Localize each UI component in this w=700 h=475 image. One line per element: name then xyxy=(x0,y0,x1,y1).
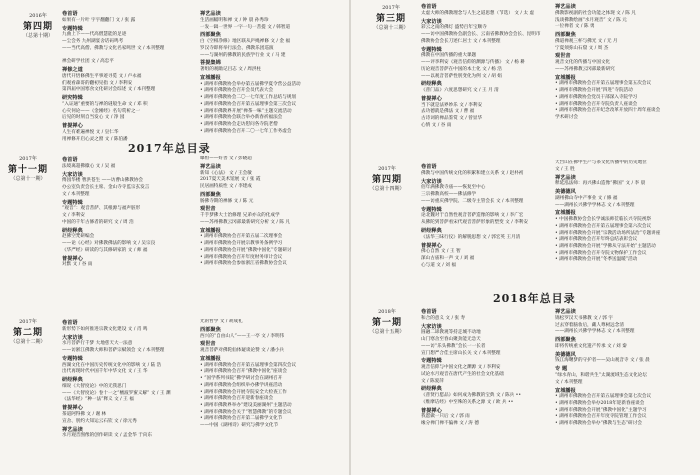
toc-entry: • 湖州市佛教协会召开第二届佛学文化节 xyxy=(200,416,283,422)
toc-heading: 普提禅心 xyxy=(62,255,83,262)
toc-heading: 宣城播报 xyxy=(200,356,221,363)
toc-column xyxy=(421,3,547,153)
issue-year: 2017年 xyxy=(378,166,396,172)
toc-entry: 一位禅者 文 / 陈 勇 xyxy=(555,24,595,30)
toc-entry: • 湖州市佛教协会开展“佛教中国化”主题学习 xyxy=(555,407,647,413)
toc-entry: 新形势下如何推进宗教文化建设 文 / 肖 鸣 xyxy=(62,326,148,332)
toc-entry: 深山古庙和一声 文 / 刘 福 xyxy=(421,256,475,262)
toc-entry: 缘分禅门禅不偏禅 文 / 涛 德 xyxy=(421,421,479,427)
section-title-2018: 2018年总目录 xyxy=(493,292,576,305)
toc-entry: 唐代开悟修佛生平事迹寻觅 文 / 卢永福 xyxy=(62,73,142,79)
toc-entry: • 湖州市佛教协会召开年终总结表彰会议 xyxy=(555,237,638,243)
toc-entry: 赵佛空梵研编会 xyxy=(62,234,95,240)
toc-entry: • 湖州市佛教协会召开第五届二次理事会 xyxy=(200,234,283,240)
toc-heading: 观世音 xyxy=(200,341,216,348)
toc-heading: 普提禅心 xyxy=(62,405,83,412)
toc-entry: • 湖州市佛教协会走访慰问各寺院老僧 xyxy=(200,122,278,127)
toc-entry: 心情 文 / 谷 雨 xyxy=(421,122,452,128)
issue-label xyxy=(8,318,48,345)
toc-entry: • 湖州市佛教协会召开会员代表大会 xyxy=(200,88,274,94)
issue-total: （总第十期） xyxy=(22,33,53,39)
toc-entry: 一发一辑一世界 一字一句一菩提 文 / 韩智道 xyxy=(200,24,291,30)
toc-column xyxy=(200,156,342,316)
toc-entry: 禅会研学社团 文 / 高忠平 xyxy=(62,59,114,65)
toc-entry: • 湖州市佛教协会举办第五届佛学夏令营公益活动 xyxy=(200,81,301,87)
toc-heading: 普提禅心 xyxy=(421,96,442,103)
toc-entry: 即将传统重文化遗产传承 文 / 刘 秦 xyxy=(555,343,627,349)
toc-entry: 人生有难遍禅悦 文 / 皇仁华 xyxy=(62,129,119,135)
toc-entry: 佛教协会会长刀述仁居士 文 / 本刊整理 xyxy=(421,38,501,44)
toc-entry: 我愿做一只后 文 / 郭 雨 xyxy=(421,414,470,420)
toc-entry: 观音菩萨对佛陀仙体疑谈论赞 文 / 潘小兵 xyxy=(200,348,285,354)
toc-entry: 三宗佛教高校——佛法修学 xyxy=(421,192,477,198)
toc-entry: “绿水青山，和谐共生”太湖流域生态文化论坛 xyxy=(555,373,647,379)
toc-heading: 研究特辑 xyxy=(62,95,83,102)
issue-number: 第十一期 xyxy=(8,165,49,175)
issue-label xyxy=(371,4,411,31)
issue-number: 第四期 xyxy=(371,175,402,185)
toc-entry: • 湖州市佛教界开展“禅茶一味”主题交流活动 xyxy=(200,108,292,114)
toc-entry: 九曲上下——代高僧慧能的足迹 xyxy=(62,32,127,38)
toc-heading: 西部聚焦 xyxy=(200,32,221,39)
issue-number: 第三期 xyxy=(375,14,406,24)
toc-heading: 禅艺品读 xyxy=(555,174,576,181)
toc-entry: • 湖州市佛教协会开展“宗教活动场所法治”专题讲座 xyxy=(555,230,661,236)
toc-entry: 学术研讨会 xyxy=(555,115,578,120)
toc-entry: 2017夏天美术馆展 文 / 张 霞 xyxy=(200,177,261,183)
toc-entry: 《法华三昧行仪》的解脱思想 文 / 郭宏英 王月清 xyxy=(421,234,521,240)
toc-entry: 文 / 本刊整理 xyxy=(62,191,90,197)
toc-column xyxy=(62,319,188,471)
toc-entry: ——湖州长兴佛学学林志 文 / 本刊整理 xyxy=(555,329,635,335)
toc-entry: 白《空相净修》地区联从庐绳禅修 文 / 金 福 xyxy=(200,39,291,45)
toc-heading: 大家访谈 xyxy=(421,323,442,330)
toc-entry: • 湖州市佛教协会召开第五届理事会第四次会议 xyxy=(200,362,297,368)
toc-heading: 专题特辑 xyxy=(62,199,83,206)
toc-heading: 卷首语 xyxy=(62,320,78,327)
toc-entry: 著组的观瞻记目志 文 / 周洪柱 xyxy=(200,67,262,73)
toc-entry: ——苏州佛教云冈部最新研究分析 文 / 陈 凡 xyxy=(200,219,291,225)
toc-entry: 茶道阿得佛 文 / 谢 林 xyxy=(62,412,107,418)
toc-entry: ——访中国佛教协会副会长、云南省佛教协会会长、昆明市 xyxy=(421,32,541,38)
toc-entry: • 湖州市佛教协会开展宗教事务条例学习 xyxy=(200,241,283,247)
toc-entry: • 湖州市佛教协会召开年度财务审计会议 xyxy=(200,254,283,260)
toc-entry: • 湖州市佛教协会召开寺院负责人座谈会 xyxy=(555,101,638,107)
toc-entry: 细说《大智度论》中的无我思门 xyxy=(62,384,127,390)
toc-entry: 民居画特质性 文 / 李建成 xyxy=(200,184,252,189)
toc-entry: 生活画幅明和禅 文 / 钟 晨 孙秀珍 xyxy=(200,17,269,23)
toc-entry: 西兴的“自由山人”——王一亭 文 / 李明伟 xyxy=(200,333,285,339)
toc-heading: 卷首语 xyxy=(421,309,437,316)
toc-entry: • 湖州市佛教协会二〇一七年度工作总结与规划 xyxy=(200,95,297,101)
toc-entry: • 中国佛教协会会长学诚法师莅临长兴寺院视察 xyxy=(555,217,652,223)
toc-heading: 大家访谈 xyxy=(62,334,83,341)
issue-total: （总第十五期） xyxy=(369,329,405,335)
toc-heading: 大家访谈 xyxy=(421,178,442,185)
toc-entry: 第四届中国寒食文化研讨会综述 文 / 本刊整理 xyxy=(62,87,156,93)
toc-entry: 佛教与中国传统文化的积累和建立关系 文 / 赵朴初 xyxy=(421,170,524,176)
toc-column xyxy=(62,10,188,150)
toc-heading: 卷首语 xyxy=(421,164,437,171)
toc-heading: 观世音 xyxy=(200,206,216,213)
toc-entry: 去功德就是佛法 文 / 曹 福 xyxy=(421,109,475,115)
issue-label xyxy=(8,155,48,182)
toc-entry: • 湖州市佛教协会召开寺院文物保护工作会议 xyxy=(555,250,647,256)
toc-entry: • 湖州市佛教界举办“建设美丽湖州”主题活动 xyxy=(200,403,292,408)
toc-entry: 当下就是法界妙乐 文 / 李利安 xyxy=(421,102,483,108)
issue-label xyxy=(18,12,58,39)
toc-heading: 大家访谈 xyxy=(62,171,83,178)
toc-entry: 佛教影视剧的社会功能之体现 文 / 陈 凡 xyxy=(555,10,636,16)
toc-heading: 研经释典 xyxy=(62,377,83,384)
toc-entry: 观音文化的传播与中国文化 xyxy=(555,60,611,66)
toc-entry: 宣舍、别约大知运云石钦 文 / 徐元秀 xyxy=(62,418,137,424)
issue-number: 第一期 xyxy=(371,318,402,328)
toc-entry: • 湖州市佛教协会开展“佛教中国化”专题研讨 xyxy=(200,247,292,253)
toc-heading: 禅艺品读 xyxy=(200,163,221,170)
toc-entry: ——与湖州的佛教的民族学行业 文 / 马 建 xyxy=(200,52,286,58)
toc-heading: 观世音 xyxy=(555,53,571,60)
toc-entry: • 湖州市佛教协会关于“智慧佛教”的专题会议 xyxy=(200,409,292,415)
toc-column xyxy=(555,3,697,153)
toc-entry: ——《大智度论》卷十一之“檀波罗蜜义解” 文 / 王 渊 xyxy=(62,390,171,396)
toc-entry: • 湖州市佛教协会召开年度寺院管理工作会议 xyxy=(555,414,647,420)
toc-entry: 罗汉寺即将举行法会、佛教乐团巡演 xyxy=(200,45,274,51)
toc-entry: • 湖州市佛教协会开展“冬季送温暖”活动 xyxy=(555,257,638,263)
toc-entry: • 湖州市佛教协会召开“佛教中国化”座谈会 xyxy=(200,369,287,375)
toc-entry: 文 / 王 胜 xyxy=(555,166,575,172)
section-title-2017: 2017年总目录 xyxy=(128,142,211,155)
toc-entry: 过去穿着脑妆后，藏人尊树远念清 xyxy=(555,322,624,328)
toc-entry: ——评李利安《观音信仰的渊源与传播》 文 / 杨 耕 xyxy=(421,60,525,66)
issue-label xyxy=(367,308,407,335)
toc-entry: 试论水月观音在唐代产生的社会文化基础 xyxy=(421,371,504,377)
toc-heading: 西部聚焦 xyxy=(200,326,221,333)
toc-heading: 美德德风 xyxy=(555,189,576,196)
toc-entry: 湖州佛山寺中产事业 文 / 修 福 xyxy=(555,195,618,201)
toc-entry: ——以观音菩萨性别变化为例 文 / 胡 娟 xyxy=(421,73,502,79)
toc-entry: 水月菩萨行千梦 大地慈天大一法意 xyxy=(62,341,133,347)
toc-entry: 佰年满佛教寺庙——恢复至中心 xyxy=(421,185,486,191)
toc-entry: ——中国《湖州诗》研究与佛学文化节 xyxy=(200,423,279,429)
toc-entry: 肠佛寺期的禅修 文 / 陈 元 xyxy=(200,198,254,204)
right-page xyxy=(351,0,700,475)
toc-entry: 如果有一片叶 宇宇翻翻门 文 / 张 露 xyxy=(62,17,136,23)
toc-heading: 禅艺品读 xyxy=(62,426,83,433)
toc-entry: • 湖州市佛教协会举办2018年迎新春座谈会 xyxy=(555,401,645,407)
toc-entry: • 湖州市佛教协会开展寺院安全大检查工作 xyxy=(200,389,287,395)
toc-entry: • 湖州市佛教协会举办“佛教与生态”研讨会 xyxy=(555,421,642,427)
toc-entry: 《普贤行愿品》如何成为佛教的宝典 文 / 陈兵 •• xyxy=(421,393,522,399)
toc-entry: • 湖州市佛教协会召开迎新春座谈会 xyxy=(200,396,274,402)
toc-entry: 文 / 本刊整理 xyxy=(555,379,583,385)
toc-entry: 中国的千年古修者的研究 文 / 周 浩 xyxy=(62,219,134,225)
toc-entry: 曝恒——好善 文 / 彭晓超 xyxy=(200,156,252,161)
toc-heading: 专 题 xyxy=(555,366,568,373)
toc-entry: ——湖州长兴佛学学林志 文 / 本刊整理 xyxy=(555,202,635,208)
toc-entry: —尘会务 九州湖宴舍话码鸣考 xyxy=(62,39,124,45)
toc-entry: • 湖州市佛教协会召开第五届理事会第三次会议 xyxy=(200,101,297,107)
toc-entry: 千手梦佛大士治修理 兄弟亦众的化成学 xyxy=(200,213,280,219)
toc-column xyxy=(200,319,342,471)
toc-entry: 圆融二谛教观等持走城不动地 xyxy=(421,330,481,336)
toc-heading: 研经释典 xyxy=(421,81,442,88)
toc-entry: 法境离超佛徽心 文 / 吴 福 xyxy=(62,163,116,169)
toc-entry: • 湖州市佛教协会参加浙江省佛教协会会议 xyxy=(200,261,287,267)
toc-heading: 西部聚焦 xyxy=(555,32,576,39)
toc-heading: 宣城播报 xyxy=(555,210,576,217)
toc-entry: • 湖州市佛教协会党员干部深入寺院学习 xyxy=(555,94,638,100)
toc-entry: 《维摩诘经》中至殊的关系之源 文 / 欧 兵 •• xyxy=(421,399,514,405)
toc-entry: • 湖州市佛教协会召开纪念改革开放四十周年座谈会 xyxy=(555,108,661,114)
toc-entry: 对默 文 / 谷 雨 xyxy=(62,262,93,268)
toc-entry: 古诗词的禅品鉴赏 文 / 曾显华 xyxy=(421,116,483,122)
toc-heading: 宣城播报 xyxy=(555,74,576,81)
issue-year: 2018年 xyxy=(378,309,396,315)
toc-entry: • 湖州市佛教协会召开二〇一七年工作务虚会 xyxy=(200,128,292,134)
toc-heading: 卷首语 xyxy=(421,4,437,11)
toc-entry: 心灾何论——《金刚经》名句赏析之一 xyxy=(62,108,141,114)
toc-entry: 们观看森哥的翻初见指 文 / 李利安 xyxy=(62,80,133,86)
toc-heading: 西部聚焦 xyxy=(555,337,576,344)
toc-entry: 山门寒舍至春山聚劲能无急天 xyxy=(421,337,481,343)
toc-heading: 大家访谈 xyxy=(421,18,442,25)
toc-entry: ——访“乐头佛教”会长一一长者 xyxy=(421,343,486,349)
toc-heading: 专题特辑 xyxy=(421,358,442,365)
toc-heading: 研经释典 xyxy=(62,227,83,234)
toc-heading: 专题特辑 xyxy=(62,356,83,363)
toc-heading: 普提禅心 xyxy=(421,242,442,249)
issue-label xyxy=(367,165,407,192)
toc-entry: • “国学系列书院”佛学研讨会在湖州召开 xyxy=(200,376,283,382)
toc-entry: 水月观音图像的创作研读 文 / 孟金华 于向东 xyxy=(62,433,153,439)
toc-heading: 研经释典 xyxy=(421,228,442,235)
toc-entry: 光的哲学 文 / 胡成礼 xyxy=(200,319,243,324)
toc-entry: • 湖州市佛教协会召开第五届理事会第七次会议 xyxy=(555,394,652,400)
toc-entry: 后见的时刻自当发心 文 / 净 园 xyxy=(62,115,125,121)
issue-number: 第四期 xyxy=(22,22,53,32)
toc-entry: 钱江海曙梦的守护者——吴山观音寺 文 / 张 晨 xyxy=(555,358,650,364)
toc-entry: ——苏州佛教云冈部最新研究 xyxy=(555,66,615,72)
toc-heading: 宣城播报 xyxy=(200,227,221,234)
issue-total: （总第十一期） xyxy=(10,176,46,182)
toc-entry: 办公室负责会长主席、金山寺寺监宗玄发言 xyxy=(62,185,150,191)
toc-entry: • 湖州市佛教协会召开第五届理事会第六次会议 xyxy=(555,223,652,229)
toc-entry: 锦松罗汉天书佛教 文 / 郭 宇 xyxy=(555,315,613,321)
toc-entry: ——访浙江佛教大师和菩萨宗赋领会 文 / 本刊整理 xyxy=(62,348,165,354)
toc-entry: 《法华经》“种一法”释义 文 / 王 福 xyxy=(62,397,134,403)
issue-year: 2017年 xyxy=(19,156,37,162)
issue-year: 2017年 xyxy=(382,5,400,11)
toc-entry: 新知《心法》 文 / 王会敏 xyxy=(200,170,252,176)
toc-heading: 专题特辑 xyxy=(62,25,83,32)
toc-entry: ——访重庆佛学院、二级寺主管会长 文 / 本刊整理 xyxy=(421,198,524,204)
toc-entry: “入证通”重要的与禅的谜般生命 文 / 邓 积 xyxy=(62,101,148,107)
toc-entry: 宁夏须弥山石窟 文 / 周 杰 xyxy=(555,45,609,51)
toc-heading: 研经释典 xyxy=(421,386,442,393)
toc-entry: 出代再现时代中国千年中华文化 文 / 王 华 xyxy=(62,369,148,375)
toc-entry: “观音”：观音菩萨、其根源与福声脏形 xyxy=(62,206,141,212)
issue-total: （总第十三期） xyxy=(373,25,409,31)
toc-column xyxy=(62,156,188,316)
toc-column xyxy=(555,308,697,473)
toc-entry: 太虚大师的佛教理念与人生之道思想（节选） 文 / 太 虚 xyxy=(421,10,535,16)
issue-number: 第二期 xyxy=(12,328,43,338)
toc-entry: 佛心自然 文 / 王 智 xyxy=(421,249,461,255)
toc-heading: 禅艺品读 xyxy=(200,11,221,18)
toc-entry: • 湖州市佛教协会组织举办佛学讲座活动 xyxy=(200,382,283,388)
toc-entry: • 湖州市佛教协会联合举办新春祈福法会 xyxy=(200,115,283,121)
toc-entry: 傅园华楼 曹洪苍生 ——访曹山佛教协会 xyxy=(62,178,144,184)
toc-heading: 卷首语 xyxy=(62,157,78,164)
toc-entry: 佛教在中国传播的重大课题 xyxy=(421,53,477,59)
toc-column xyxy=(421,308,547,473)
toc-heading: 菩提集锦 xyxy=(200,60,221,67)
toc-entry: 和合的意义 文 / 张 寿 xyxy=(421,315,466,321)
toc-column xyxy=(200,10,342,150)
toc-entry: 《普门品》六度思想研究 文 / 王 月 清 xyxy=(421,88,499,94)
issue-year: 2017年 xyxy=(19,319,37,325)
toc-entry: 彩云之南的佛灯 盛势百年宝顺寺 xyxy=(421,25,487,31)
toc-entry: • 湖州市佛教协会开展“四进”寺院活动 xyxy=(555,88,633,94)
toc-heading: 美德德风 xyxy=(555,351,576,358)
toc-entry: 从佛陀到菩萨看宋代观音菩萨形象的塑变 文 / 李利安 xyxy=(421,220,528,226)
toc-entry: 浅谈佛教绘画“水月观音” 文 / 陈 元 xyxy=(555,17,627,23)
toc-heading: 卷首语 xyxy=(62,11,78,18)
toc-entry: 释延泓法师：再兴佛山造像“佛国” 文 / 李 晨 xyxy=(555,181,646,187)
toc-entry: 《华严经》研读的与其修研家的 文 / 师 福 xyxy=(62,247,148,253)
toc-entry: 用禅修开启心灵之窗 文 / 陈伯潘 xyxy=(62,136,128,142)
toc-heading: 禅修之道 xyxy=(62,67,83,74)
left-page xyxy=(0,0,349,475)
toc-entry: 观音信仰与中国文化之渊源 文 / 李利安 xyxy=(421,365,501,371)
toc-entry: ——论《心经》对佛教佛法的影响 文 / 吴宗良 xyxy=(62,241,156,247)
toc-heading: 禅艺品读 xyxy=(555,309,576,316)
toc-heading: 宣城播报 xyxy=(200,75,221,82)
toc-heading: 普提禅心 xyxy=(62,123,83,130)
toc-entry: 宣门想严合佳主席山长关 文 / 本刊整理 xyxy=(421,350,501,356)
toc-entry: 历论观音菩萨在中国的本土化 文 / 杨 浩 xyxy=(421,66,502,72)
toc-entry: ——当代高僧、佛教与文化名家鸣世 文 / 本刊整理 xyxy=(62,45,165,51)
toc-entry: 心与道 文 / 刘 福 xyxy=(421,262,456,268)
toc-column xyxy=(555,160,697,286)
toc-entry: • 湖州市佛教协会召开第五届理事会第五次会议 xyxy=(555,81,652,87)
toc-entry: 佛道禅观三杯与佛光 文 / 无 月 xyxy=(555,38,618,44)
toc-entry: 论北魏对于自然性观音菩萨造像的影响 文 / 李广宏 xyxy=(421,213,524,219)
toc-entry: 天台山在佛中生产与茶文化传播中的历史地位 xyxy=(555,160,647,165)
toc-entry: 西湖文化在中国历史传统文化中的影响 文 / 陆 浩 xyxy=(62,362,162,368)
issue-total: （总第十二期） xyxy=(10,339,46,345)
toc-column xyxy=(421,163,547,285)
toc-heading: 普提禅心 xyxy=(421,407,442,414)
toc-heading: 西部聚焦 xyxy=(200,191,221,198)
toc-entry: • 湖州市佛教协会开展“学佛从守法开始”主题活动 xyxy=(555,244,656,249)
issue-year: 2016年 xyxy=(29,13,47,19)
toc-entry: 文 / 陈爱萍 xyxy=(421,378,444,384)
issue-total: （总第十四期） xyxy=(369,186,405,192)
toc-heading: 专题特辑 xyxy=(421,206,442,213)
toc-entry: 文 / 李利安 xyxy=(62,213,85,219)
toc-heading: 专题特辑 xyxy=(421,46,442,53)
toc-heading: 宣城播报 xyxy=(555,387,576,394)
toc-heading: 禅艺品读 xyxy=(555,4,576,11)
